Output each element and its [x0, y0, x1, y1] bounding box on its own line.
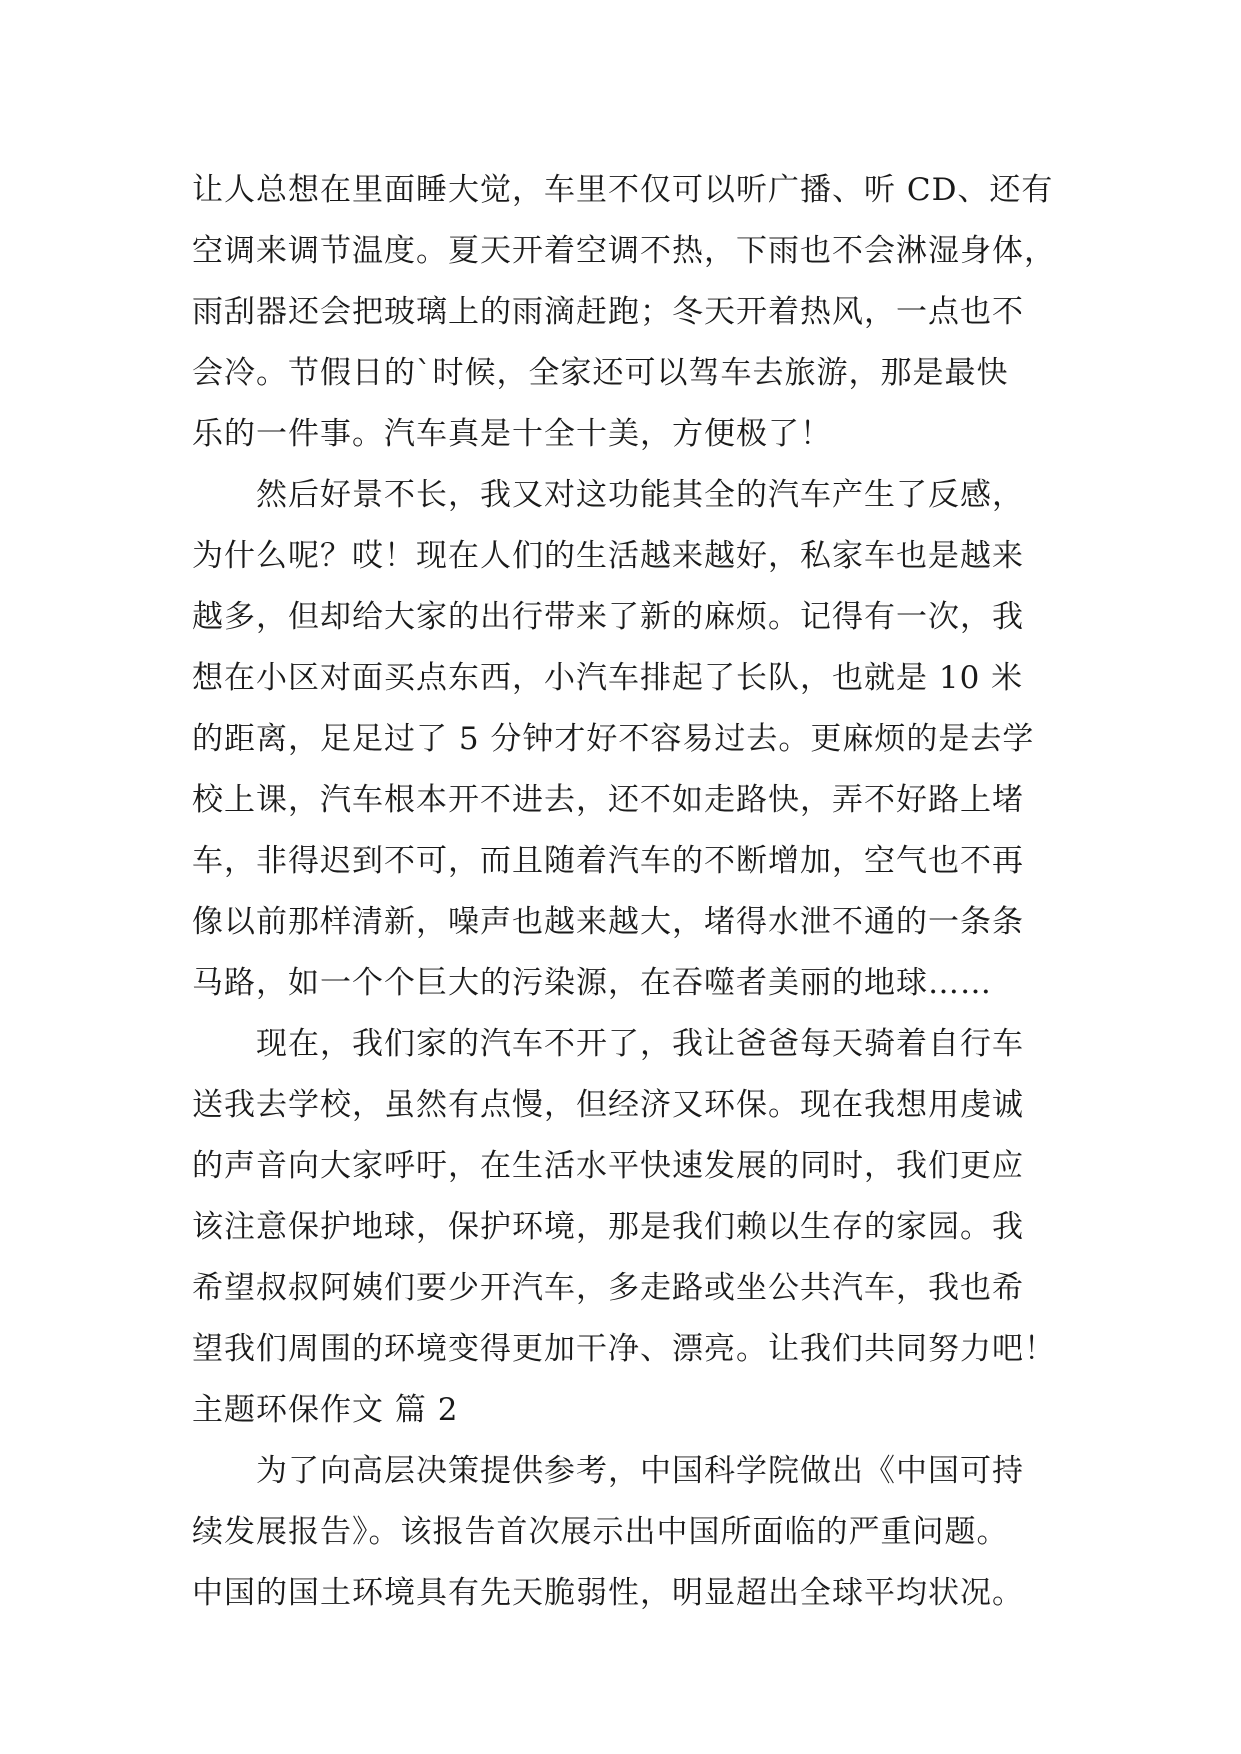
text-line: 中国的国土环境具有先天脆弱性，明显超出全球平均状况。 — [192, 1575, 1024, 1611]
text-line: 会冷。节假日的`时候，全家还可以驾车去旅游，那是最快 — [192, 355, 1009, 391]
text-line: 为什么呢？哎！现在人们的生活越来越好，私家车也是越来 — [192, 538, 1024, 574]
text-line: 送我去学校，虽然有点慢，但经济又环保。现在我想用虔诚 — [192, 1087, 1024, 1123]
text-line: 让人总想在里面睡大觉，车里不仅可以听广播、听 CD、还有 — [192, 172, 1054, 208]
text-line: 的声音向大家呼吁，在生活水平快速发展的同时，我们更应 — [192, 1148, 1024, 1184]
text-line: 空调来调节温度。夏天开着空调不热，下雨也不会淋湿身体， — [192, 233, 1056, 269]
text-line: 为了向高层决策提供参考，中国科学院做出《中国可持 — [256, 1453, 1024, 1489]
text-line: 校上课，汽车根本开不进去，还不如走路快，弄不好路上堵 — [192, 782, 1024, 818]
text-line: 越多，但却给大家的出行带来了新的麻烦。记得有一次，我 — [192, 599, 1024, 635]
document-body — [192, 160, 1072, 1624]
paragraph — [192, 160, 1072, 465]
paragraph — [192, 1441, 1072, 1624]
text-line: 望我们周围的环境变得更加干净、漂亮。让我们共同努力吧！ — [192, 1331, 1056, 1367]
text-line: 然后好景不长，我又对这功能其全的汽车产生了反感， — [256, 477, 1024, 513]
text-line: 想在小区对面买点东西，小汽车排起了长队，也就是 10 米 — [192, 660, 1024, 696]
text-line: 现在，我们家的汽车不开了，我让爸爸每天骑着自行车 — [256, 1026, 1024, 1062]
heading-text: 主题环保作文 篇 2 — [192, 1392, 459, 1428]
text-line: 车，非得迟到不可，而且随着汽车的不断增加，空气也不再 — [192, 843, 1024, 879]
text-line: 希望叔叔阿姨们要少开汽车，多走路或坐公共汽车，我也希 — [192, 1270, 1024, 1306]
text-line: 的距离，足足过了 5 分钟才好不容易过去。更麻烦的是去学 — [192, 721, 1035, 757]
text-line: 续发展报告》。该报告首次展示出中国所面临的严重问题。 — [192, 1514, 1009, 1550]
paragraph — [192, 465, 1072, 1014]
text-line: 像以前那样清新，噪声也越来越大，堵得水泄不通的一条条 — [192, 904, 1024, 940]
section-heading — [192, 1380, 1072, 1441]
text-line: 该注意保护地球，保护环境，那是我们赖以生存的家园。我 — [192, 1209, 1024, 1245]
text-line: 乐的一件事。汽车真是十全十美，方便极了！ — [192, 416, 832, 452]
paragraph — [192, 1014, 1072, 1380]
text-line: 马路，如一个个巨大的污染源，在吞噬者美丽的地球…… — [192, 965, 992, 1001]
text-line: 雨刮器还会把玻璃上的雨滴赶跑；冬天开着热风，一点也不 — [192, 294, 1024, 330]
